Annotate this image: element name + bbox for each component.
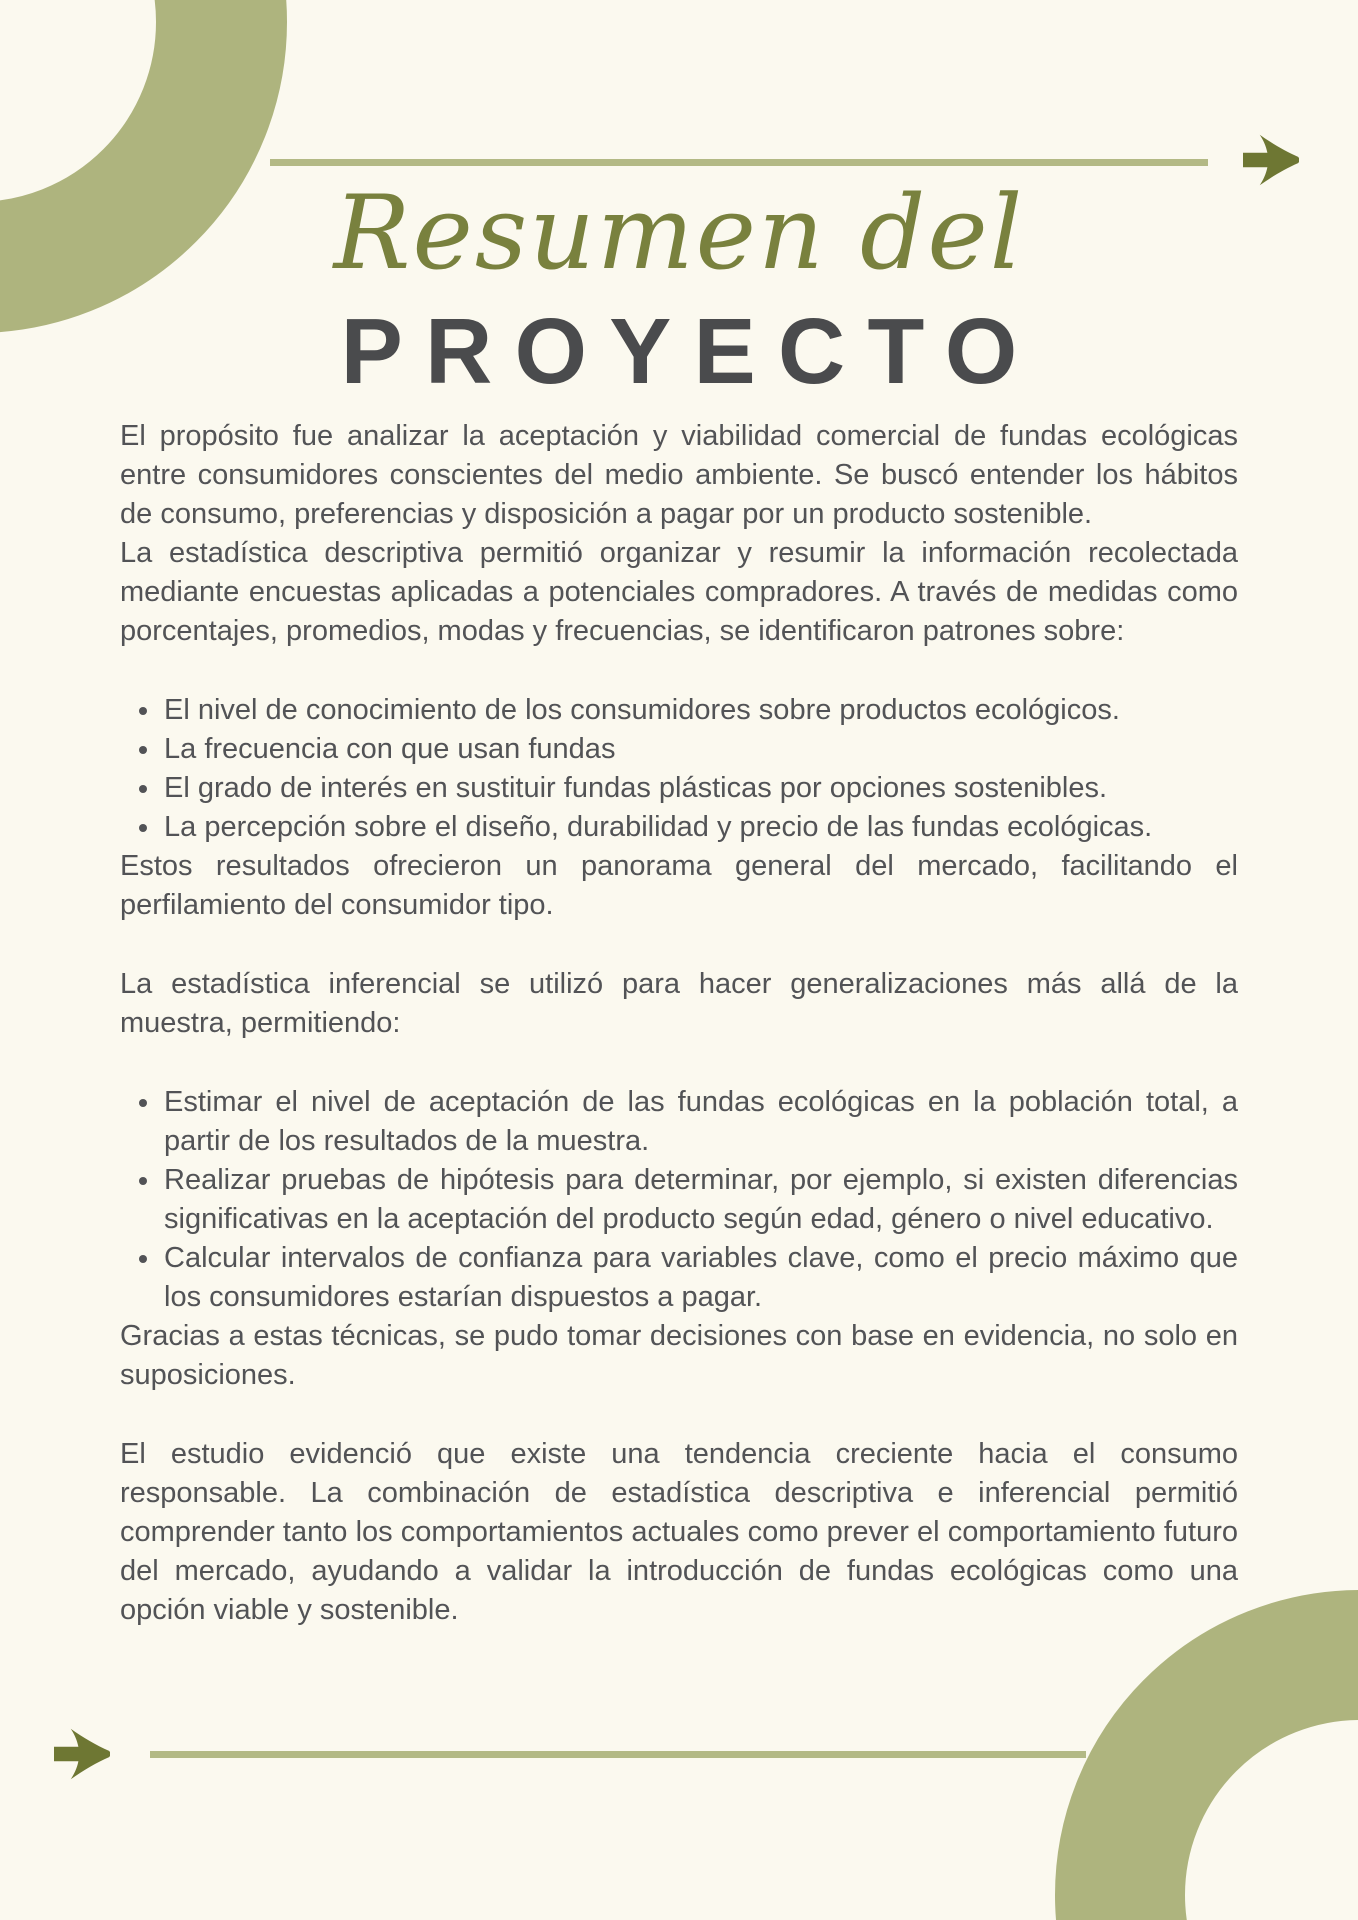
list-item: • El grado de interés en sustituir fundas plásticas por opciones sostenibles. [162, 769, 1238, 808]
list-item: • El nivel de conocimiento de los consumidores sobre productos ecológicos. [162, 691, 1238, 730]
arrow-right-icon [54, 1724, 110, 1784]
list-item: • La frecuencia con que usan fundas [162, 730, 1238, 769]
footer-rule [150, 1751, 1086, 1758]
list-item: • Estimar el nivel de aceptación de las fundas ecológicas en la población total, a partir de los resultados de la muestra. [162, 1083, 1238, 1161]
paragraph-intro: El propósito fue analizar la aceptación y viabilidad comercial de fundas ecológicas entre consumidores conscientes del medio ambiente. Se buscó entender los hábitos de consumo, preferencias y disposición a pagar por un producto sostenible. [120, 420, 1238, 530]
page-subtitle-script: Resumen del [333, 174, 1025, 293]
header-rule [270, 159, 1208, 166]
list-item: • Calcular intervalos de confianza para variables clave, como el precio máximo que los consumidores estarían dispuestos a pagar. [162, 1239, 1238, 1317]
paragraph-gracias: Gracias a estas técnicas, se pudo tomar decisiones con base en evidencia, no solo en suposiciones. [120, 1320, 1238, 1391]
body-text-block [120, 417, 1238, 1630]
page-title: PROYECTO [340, 299, 1040, 403]
bullet-list-inferencial [120, 1083, 1238, 1317]
ring-decoration-bottom-right [1055, 1590, 1358, 1920]
paragraph-descriptiva: La estadística descriptiva permitió organizar y resumir la información recolectada mediante encuestas aplicadas a potenciales compradores. A través de medidas como porcentajes, promedios, modas y frecuencias, se identificaron patrones sobre: [120, 537, 1238, 647]
bullet-list-descriptiva [120, 691, 1238, 847]
list-item: • Realizar pruebas de hipótesis para determinar, por ejemplo, si existen diferencias significativas en la aceptación del producto según edad, género o nivel educativo. [162, 1161, 1238, 1239]
list-item: • La percepción sobre el diseño, durabilidad y precio de las fundas ecológicas. [162, 808, 1238, 847]
paragraph-cierre: El estudio evidenció que existe una tendencia creciente hacia el consumo responsable. La combinación de estadística descriptiva e inferencial permitió comprender tanto los comportamientos actuales como prever el comportamiento futuro del mercado, ayudando a validar la introducción de fundas ecológicas como una opción viable y sostenible. [120, 1438, 1238, 1626]
paragraph-resultados: Estos resultados ofrecieron un panorama general del mercado, facilitando el perfilamiento del consumidor tipo. [120, 850, 1238, 921]
arrow-right-icon [1243, 130, 1299, 190]
paragraph-inferencial: La estadística inferencial se utilizó para hacer generalizaciones más allá de la muestra, permitiendo: [120, 968, 1238, 1039]
